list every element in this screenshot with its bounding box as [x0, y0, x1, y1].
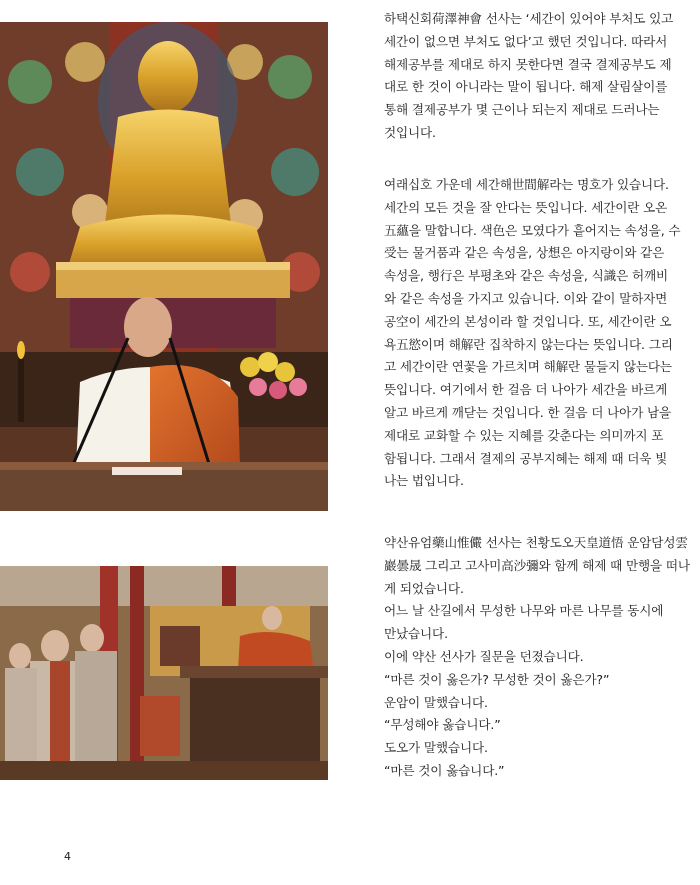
- paragraph-segan-hae: [384, 174, 684, 493]
- text-line: 해제공부를 제대로 하지 못한다면 결국 결제공부도 제: [384, 56, 672, 72]
- buddha-hall-illustration: [0, 22, 328, 511]
- text-line: 受는 물거품과 같은 속성을, 상想은 아지랑이와 같은: [384, 245, 665, 261]
- text-line: 운암이 말했습니다.: [384, 694, 488, 710]
- text-line: 어느 날 산길에서 무성한 나무와 마른 나무를 동시에: [384, 603, 664, 619]
- monks-assembly-illustration: [0, 566, 328, 780]
- text-line: 알고 바르게 깨닫는 것입니다. 한 걸음 더 나아가 남을: [384, 404, 672, 420]
- text-line: 만났습니다.: [384, 626, 448, 642]
- text-line: 약산유엄藥山惟儼 선사는 천황도오天皇道悟 운암담성雲: [384, 535, 688, 550]
- paragraph-hataek-sinhoe: [384, 8, 684, 145]
- text-line: 세간의 모든 것을 잘 안다는 뜻입니다. 세간이란 오온: [384, 199, 668, 215]
- text-line: 뜻입니다. 여기에서 한 걸음 더 나아가 세간을 바르게: [384, 382, 668, 398]
- text-line: 세간이 없으면 부처도 없다’고 했던 것입니다. 따라서: [384, 33, 668, 49]
- text-line: “무성해야 옳습니다.”: [384, 717, 501, 733]
- text-line: 속성을, 행行은 부평초와 같은 속성을, 식識은 허깨비: [384, 268, 669, 284]
- text-line: 하택신회荷澤神會 선사는 ‘세간이 있어야 부처도 있고: [384, 11, 674, 26]
- text-line: 五蘊을 말합니다. 색色은 모였다가 흩어지는 속성을, 수: [384, 222, 681, 238]
- text-line: 게 되었습니다.: [384, 580, 464, 596]
- text-line: 함됩니다. 그래서 결제의 공부지혜는 해제 때 더욱 빛: [384, 450, 668, 466]
- text-line: 여래십호 가운데 세간해世間解라는 명호가 있습니다.: [384, 177, 669, 192]
- buddha-hall-speaker-photo: [0, 22, 328, 511]
- text-line: 와 같은 속성을 가지고 있습니다. 이와 같이 말하자면: [384, 290, 668, 306]
- text-line: “마른 것이 옳은가? 무성한 것이 옳은가?”: [384, 671, 610, 687]
- text-line: 공空이 세간의 본성이라 할 것입니다. 또, 세간이란 오: [384, 313, 672, 329]
- text-line: 巖曇晟 그리고 고사미高沙彌와 함께 해제 때 만행을 떠나: [384, 557, 690, 573]
- text-line: 고 세간이란 연꽃을 가르치며 해解란 물들지 않는다는: [384, 359, 672, 375]
- monks-assembly-photo: [0, 566, 328, 780]
- text-line: 나는 법입니다.: [384, 473, 464, 489]
- text-line: “마른 것이 옳습니다.”: [384, 762, 505, 778]
- text-line: 이에 약산 선사가 질문을 던졌습니다.: [384, 648, 584, 664]
- paragraph-yaksan-yueom: [384, 532, 690, 783]
- text-line: 통해 결제공부가 몇 근이나 되는지 제대로 드러나는: [384, 102, 660, 118]
- text-line: 것입니다.: [384, 124, 436, 140]
- text-line: 대로 한 것이 아니라는 말이 됩니다. 해제 살림살이를: [384, 79, 668, 95]
- text-line: 도오가 말했습니다.: [384, 740, 488, 756]
- text-line: 욕五慾이며 해解란 집착하지 않는다는 뜻입니다. 그리: [384, 336, 673, 352]
- page-number: 4: [64, 850, 71, 863]
- text-line: 제대로 교화할 수 있는 지혜를 갖춘다는 의미까지 포: [384, 427, 664, 443]
